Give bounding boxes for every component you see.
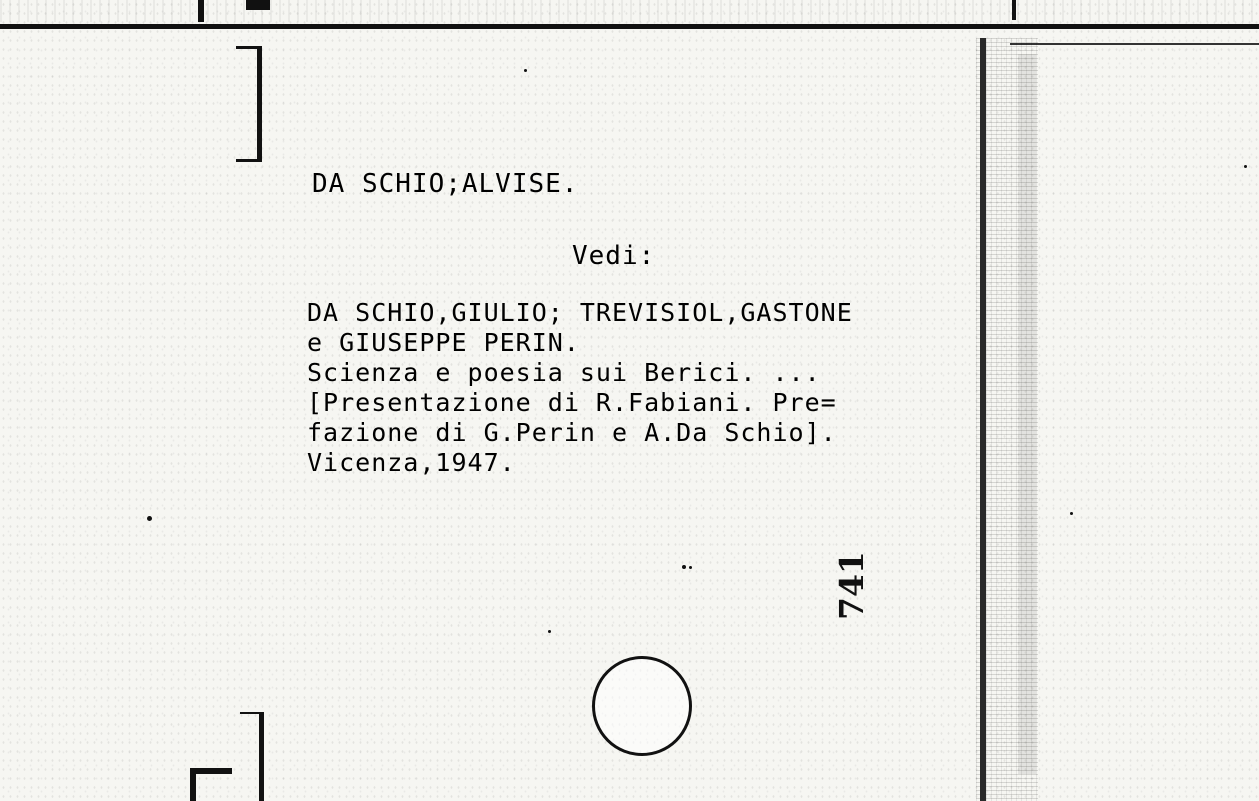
reference-text-block	[307, 298, 853, 478]
scan-speck	[682, 565, 686, 569]
scan-speck	[524, 69, 527, 72]
scan-speck	[147, 516, 152, 521]
reference-line: fazione di G.Perin e A.Da Schio].	[307, 418, 837, 447]
scan-speck	[1070, 512, 1073, 515]
card-right-edge-line	[980, 38, 986, 801]
scan-speck	[548, 630, 551, 633]
top-scan-edge	[0, 0, 1259, 22]
top-edge-mark	[246, 0, 270, 10]
top-edge-mark	[1012, 0, 1016, 20]
scan-speck	[689, 566, 692, 569]
corner-registration-mark	[190, 768, 232, 801]
reference-line: Scienza e poesia sui Berici. ...	[307, 358, 821, 387]
catalog-heading: DA SCHIO;ALVISE.	[312, 169, 579, 199]
see-reference-label: Vedi:	[572, 241, 656, 271]
shelf-mark: 741	[832, 551, 871, 620]
left-bracket-mark	[236, 46, 262, 162]
punch-hole	[592, 656, 692, 756]
reference-line: DA SCHIO,GIULIO; TREVISIOL,GASTONE	[307, 298, 853, 327]
scan-speck	[1244, 165, 1247, 168]
top-border-line	[0, 24, 1259, 29]
reference-line: [Presentazione di R.Fabiani. Pre=	[307, 388, 837, 417]
top-edge-mark	[198, 0, 204, 22]
right-top-border-line	[1010, 43, 1259, 45]
card-edge-shadow	[1018, 54, 1036, 774]
reference-line: e GIUSEPPE PERIN.	[307, 328, 580, 357]
lower-bracket-mark	[240, 712, 264, 801]
reference-line: Vicenza,1947.	[307, 448, 516, 477]
